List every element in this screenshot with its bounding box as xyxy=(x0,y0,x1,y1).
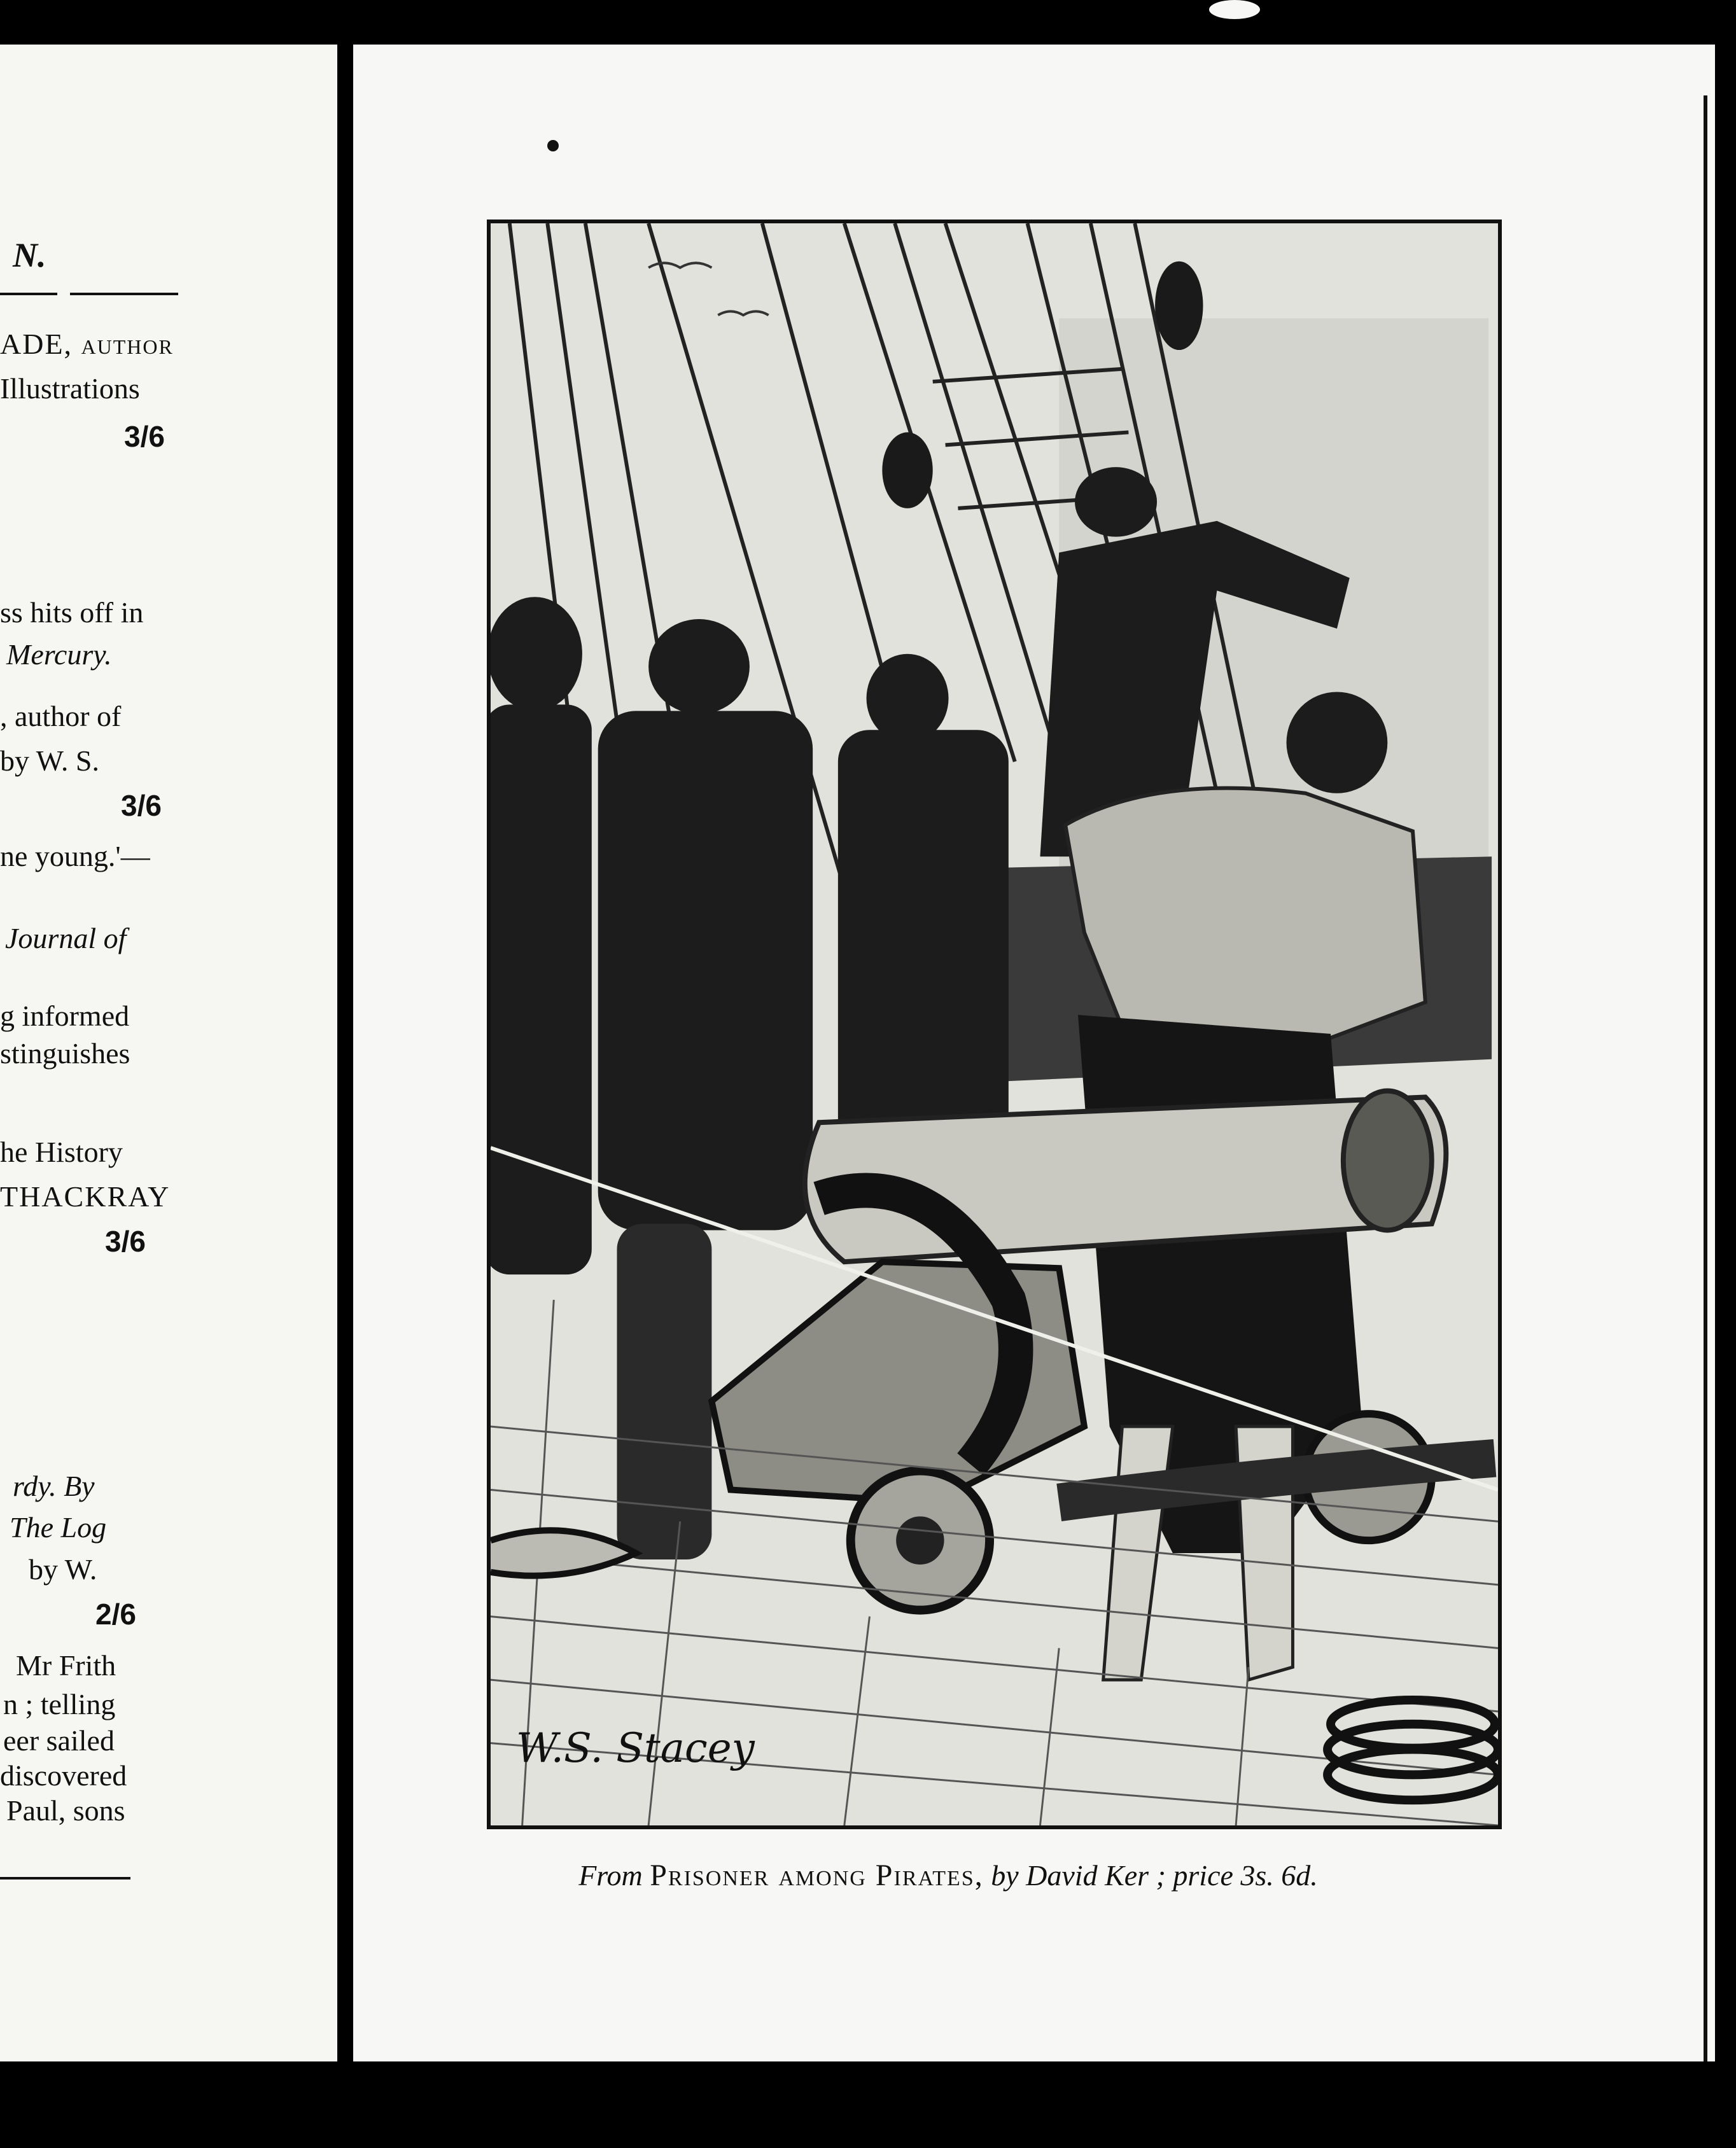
left-line: , author of xyxy=(0,700,122,732)
scan-speck xyxy=(1209,0,1260,19)
caption-book-title: Prisoner among Pirates, xyxy=(650,1859,984,1892)
pirate-ship-illustration xyxy=(487,220,1502,1829)
left-page-heading: N. xyxy=(13,236,46,274)
heading-rule-left xyxy=(0,293,57,295)
left-line: ADE, author xyxy=(0,328,174,360)
heading-rule-right xyxy=(70,293,178,295)
artist-signature: W.S. Stacey xyxy=(516,1725,755,1772)
caption-author-price: by David Ker ; price 3s. 6d. xyxy=(991,1859,1318,1892)
left-line: Mercury. xyxy=(6,638,112,671)
bottom-rule xyxy=(0,1877,130,1880)
left-line: Paul, sons xyxy=(6,1794,125,1827)
left-price: 3/6 xyxy=(121,789,162,822)
left-line: ne young.'— xyxy=(0,840,150,872)
page-edge-shadow xyxy=(1704,95,1707,2061)
left-line: THACKRAY xyxy=(0,1180,171,1213)
caption-from: From xyxy=(578,1859,643,1892)
left-line: g informed xyxy=(0,1000,130,1032)
left-price: 2/6 xyxy=(95,1598,136,1631)
left-line: Illustrations xyxy=(0,372,140,405)
left-line: The Log xyxy=(10,1511,107,1544)
illustration-caption xyxy=(490,1858,1406,1893)
left-page xyxy=(0,45,337,2061)
left-line: by W. xyxy=(29,1553,97,1586)
left-price: 3/6 xyxy=(124,420,165,453)
left-line: by W. S. xyxy=(0,744,99,777)
left-line: stinguishes xyxy=(0,1037,130,1070)
scan-speck xyxy=(547,140,559,151)
left-line: Journal of xyxy=(5,922,127,954)
left-price: 3/6 xyxy=(105,1225,146,1258)
left-line: ss hits off in xyxy=(0,596,144,629)
left-line: he History xyxy=(0,1136,123,1168)
left-line: rdy. By xyxy=(13,1470,95,1502)
illustration-drawing xyxy=(491,223,1498,1825)
left-line: eer sailed xyxy=(3,1724,115,1757)
left-line: Mr Frith xyxy=(16,1649,116,1682)
left-line: discovered xyxy=(0,1759,127,1792)
left-line: n ; telling xyxy=(3,1688,116,1720)
